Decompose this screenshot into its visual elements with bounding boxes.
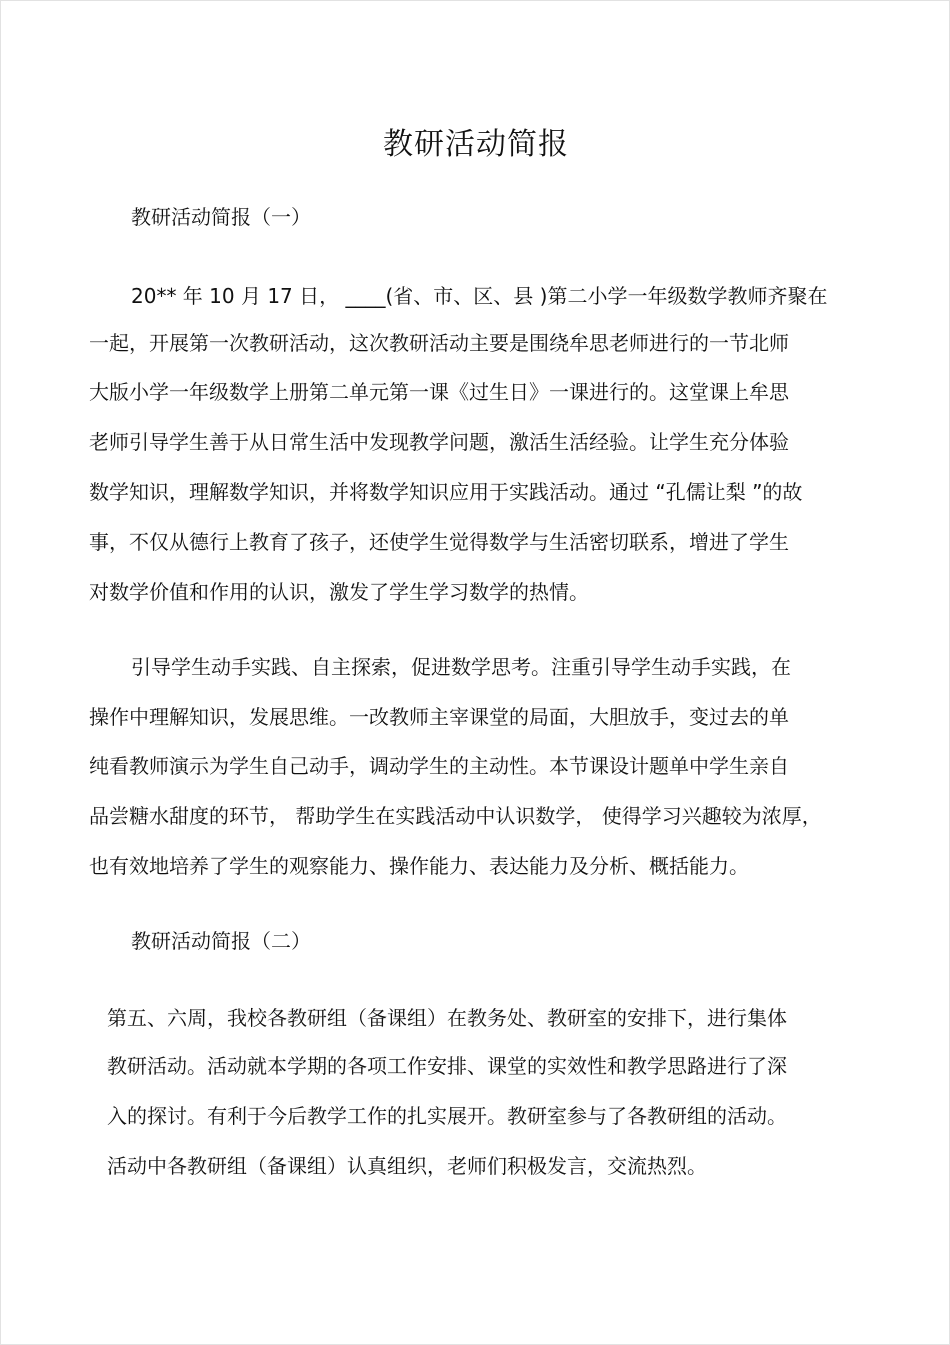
paragraph-line: 对数学价值和作用的认识，激发了学生学习数学的热情。 (89, 580, 589, 604)
paragraph-line: 入的探讨。有利于今后教学工作的扎实展开。教研室参与了各教研组的活动。 (107, 1104, 787, 1128)
paragraph-line: 活动中各教研组（备课组）认真组织，老师们积极发言，交流热烈。 (107, 1154, 707, 1178)
paragraph-line: 品尝糖水甜度的环节， 帮助学生在实践活动中认识数学， 使得学习兴趣较为浓厚， (89, 804, 822, 828)
paragraph-line: 引导学生动手实践、自主探索，促进数学思考。注重引导学生动手实践，在 (131, 655, 791, 679)
paragraph-line: 大版小学一年级数学上册第二单元第一课《过生日》一课进行的。这堂课上牟思 (89, 380, 789, 404)
section-heading-2: 教研活动简报（二） (131, 929, 311, 953)
paragraph-line: 事，不仅从德行上教育了孩子，还使学生觉得数学与生活密切联系，增进了学生 (89, 530, 789, 554)
section-heading-1: 教研活动简报（一） (131, 205, 311, 229)
paragraph-line: 操作中理解知识，发展思维。一改教师主宰课堂的局面，大胆放手，变过去的单 (89, 705, 789, 729)
paragraph-line: 也有效地培养了学生的观察能力、操作能力、表达能力及分析、概括能力。 (89, 854, 749, 878)
document-title: 教研活动简报 (383, 127, 569, 162)
paragraph-line: 数学知识，理解数学知识，并将数学知识应用于实践活动。通过 “孔儒让梨 ”的故 (89, 480, 803, 504)
paragraph-line: 纯看教师演示为学生自己动手，调动学生的主动性。本节课设计题单中学生亲自 (89, 754, 789, 778)
paragraph-line: 20** 年 10 月 17 日， ____(省、市、区、县 )第二小学一年级数学教师齐聚在 (131, 284, 828, 308)
paragraph-line: 第五、六周，我校各教研组（备课组）在教务处、教研室的安排下，进行集体 (107, 1006, 787, 1030)
paragraph-line: 老师引导学生善于从日常生活中发现教学问题，激活生活经验。让学生充分体验 (89, 430, 789, 454)
paragraph-line: 教研活动。活动就本学期的各项工作安排、课堂的实效性和教学思路进行了深 (107, 1054, 787, 1078)
paragraph-line: 一起，开展第一次教研活动，这次教研活动主要是围绕牟思老师进行的一节北师 (89, 331, 789, 355)
